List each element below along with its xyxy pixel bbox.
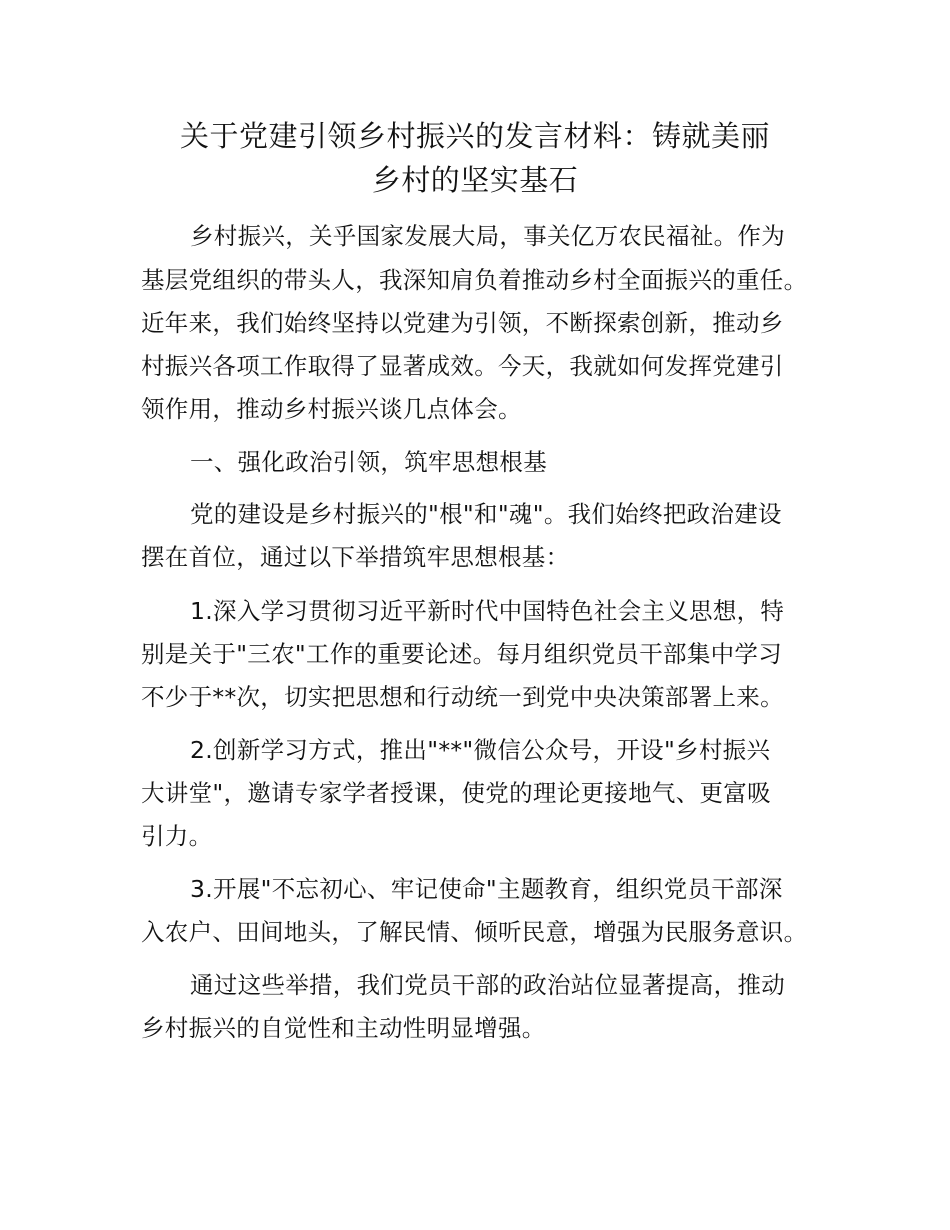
paragraph-intro-line: 乡村振兴，关乎国家发展大局，事关亿万农民福祉。作为 — [190, 222, 785, 250]
list-item-1-line: 不少于**次，切实把思想和行动统一到党中央决策部署上来。 — [141, 683, 784, 711]
list-item-3-line: 3.开展"不忘初心、牢记使命"主题教育，组织党员干部深 — [190, 875, 783, 903]
paragraph-conclusion-line: 乡村振兴的自觉性和主动性明显增强。 — [141, 1014, 546, 1042]
section-heading-1: 一、强化政治引领，筑牢思想根基 — [190, 448, 547, 476]
list-item-3-line: 入农户、田间地头，了解民情、倾听民意，增强为民服务意识。 — [141, 918, 808, 946]
paragraph-2-line: 摆在首位，通过以下举措筑牢思想根基： — [141, 543, 570, 571]
document-title-line-2: 乡村的坚实基石 — [371, 163, 579, 197]
paragraph-2-line: 党的建设是乡村振兴的"根"和"魂"。我们始终把政治建设 — [190, 500, 782, 528]
paragraph-conclusion-line: 通过这些举措，我们党员干部的政治站位显著提高，推动 — [190, 971, 785, 999]
list-item-1-line: 别是关于"三农"工作的重要论述。每月组织党员干部集中学习 — [141, 640, 783, 668]
paragraph-intro-line: 基层党组织的带头人，我深知肩负着推动乡村全面振兴的重任。 — [141, 266, 808, 294]
list-item-2-line: 引力。 — [141, 822, 213, 850]
list-item-1-line: 1.深入学习贯彻习近平新时代中国特色社会主义思想，特 — [190, 597, 785, 625]
paragraph-intro-line: 领作用，推动乡村振兴谈几点体会。 — [141, 395, 522, 423]
paragraph-intro-line: 村振兴各项工作取得了显著成效。今天，我就如何发挥党建引 — [141, 352, 784, 380]
list-item-2-line: 2.创新学习方式，推出"**"微信公众号，开设"乡村振兴 — [190, 736, 771, 764]
paragraph-intro-line: 近年来，我们始终坚持以党建为引领，不断探索创新，推动乡 — [141, 309, 784, 337]
list-item-2-line: 大讲堂"，邀请专家学者授课，使党的理论更接地气、更富吸 — [141, 779, 771, 807]
document-title-line-1: 关于党建引领乡村振兴的发言材料：铸就美丽 — [179, 119, 770, 153]
